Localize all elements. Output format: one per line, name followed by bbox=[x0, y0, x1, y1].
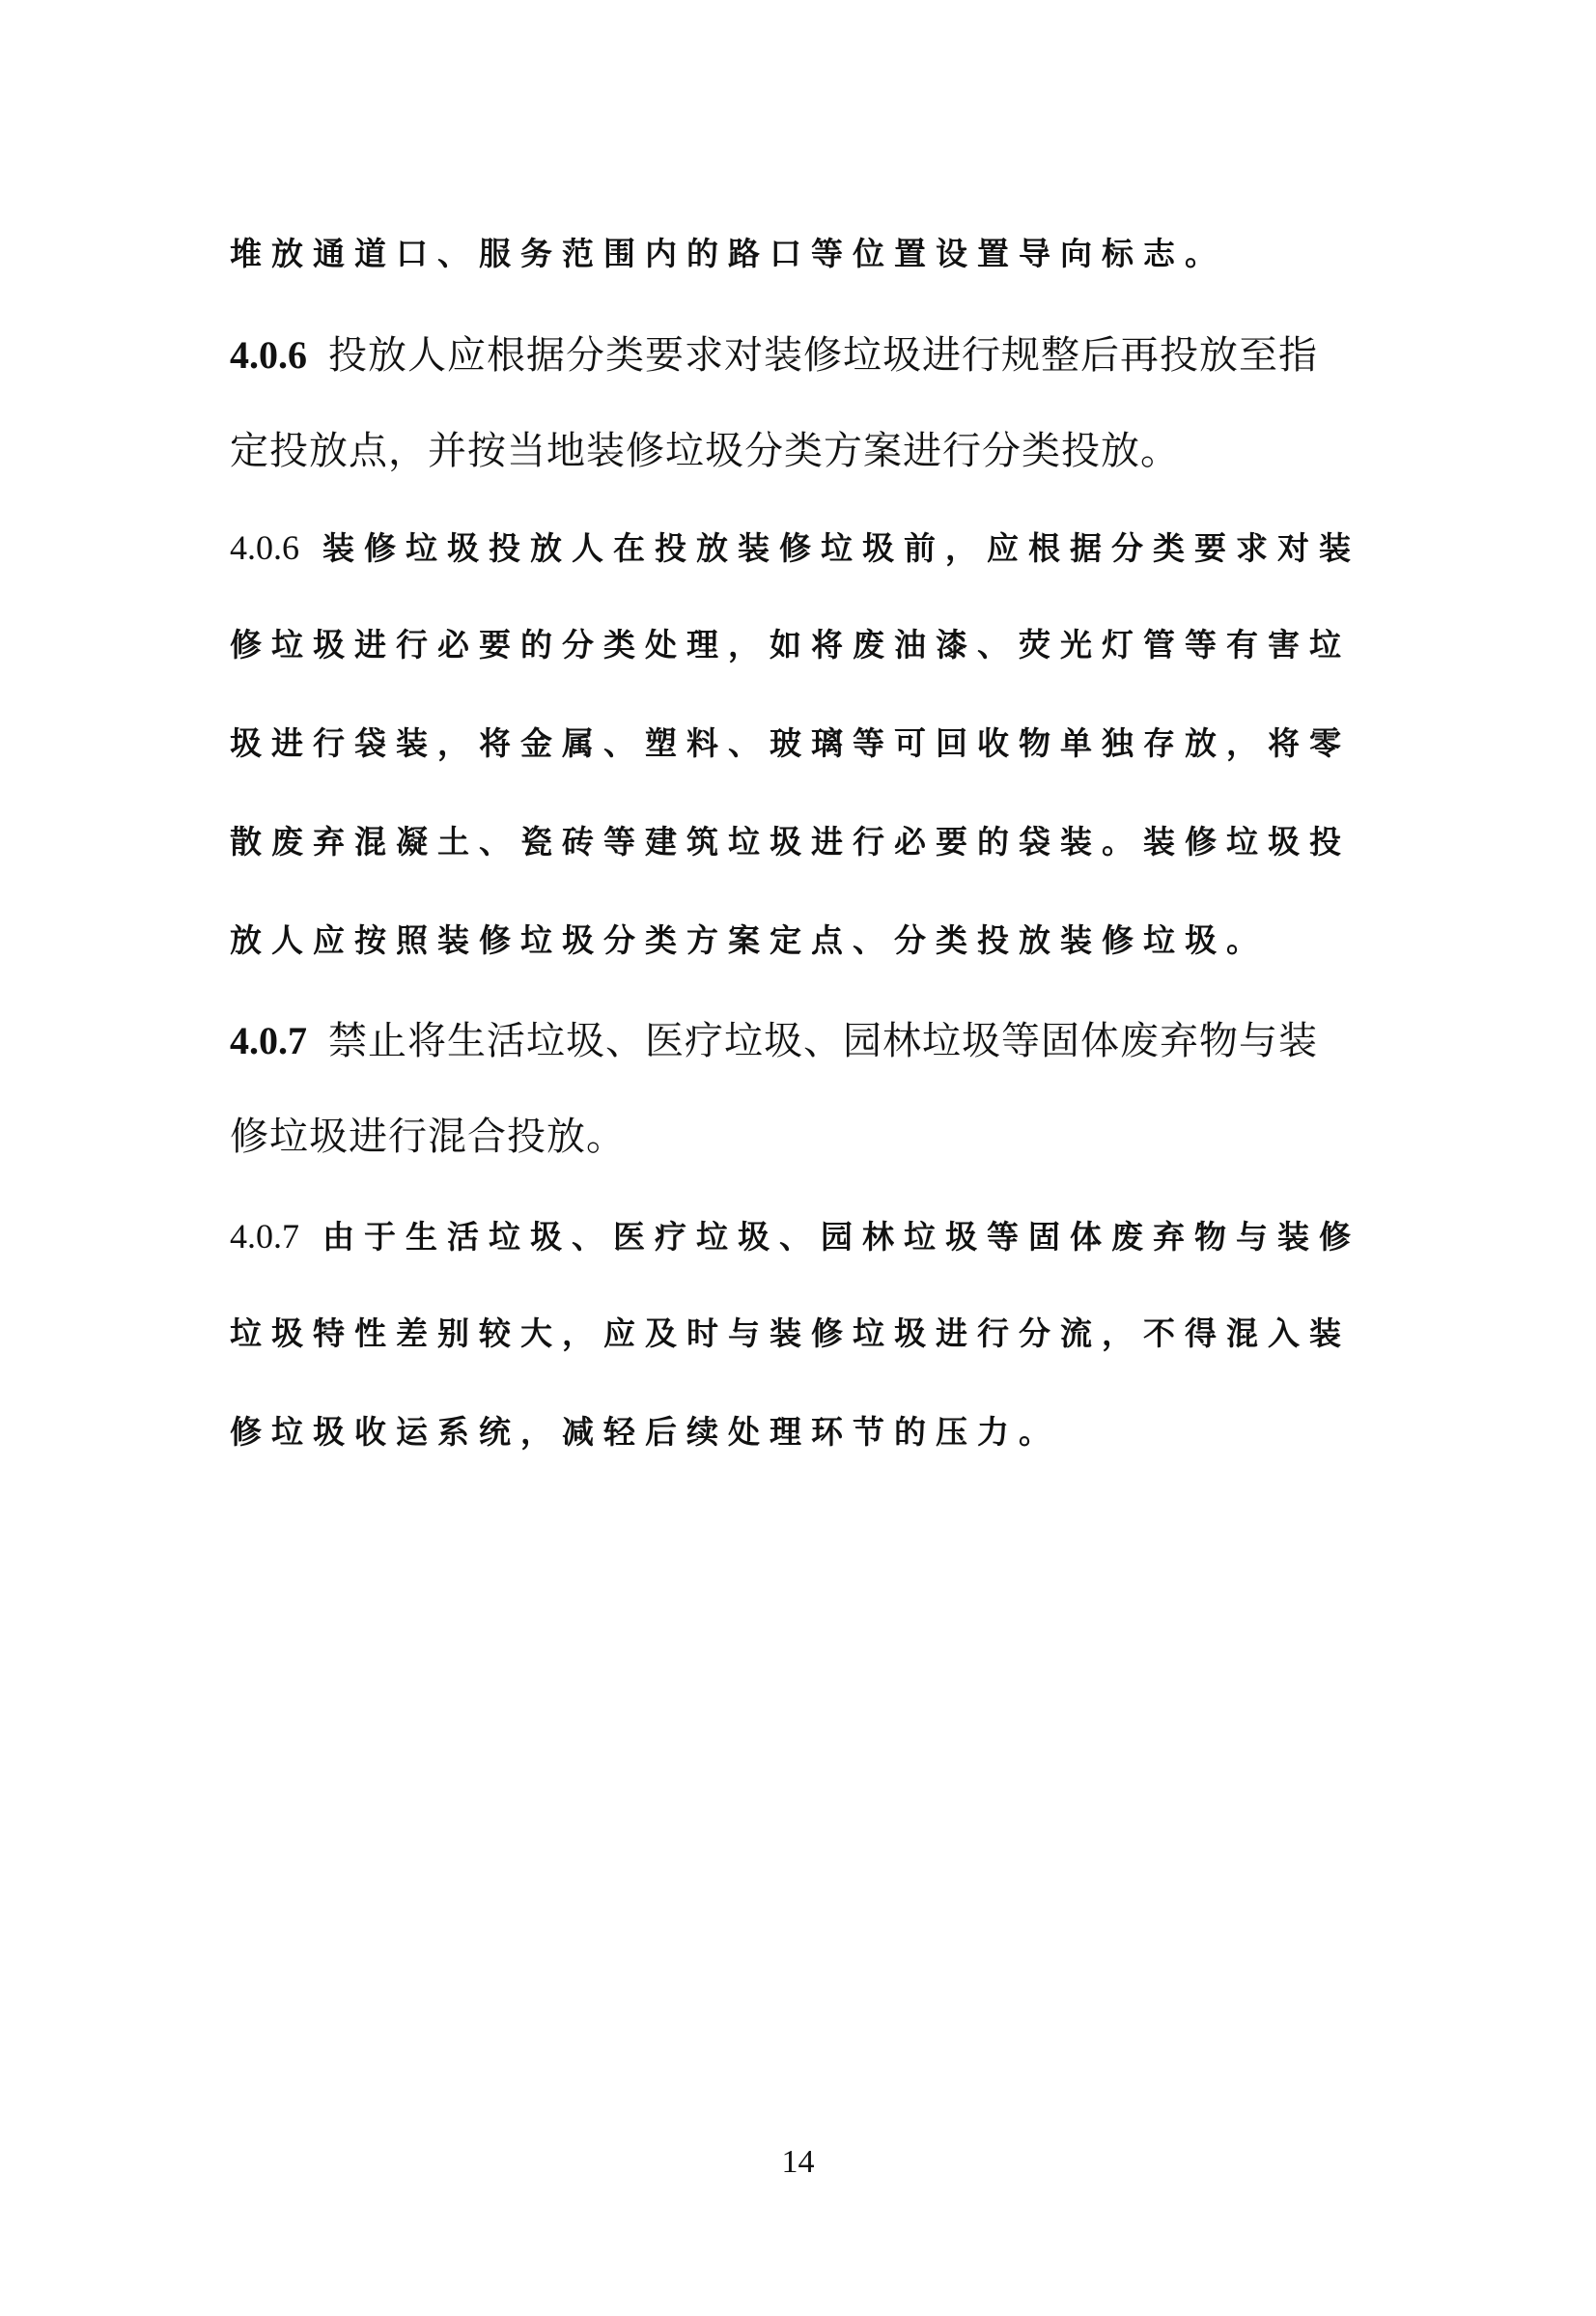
commentary-4-0-6-line-1 bbox=[230, 530, 1388, 565]
commentary-4-0-6-line-5: 放人应按照装修垃圾分类方案定点、分类投放装修垃圾。 bbox=[230, 921, 1268, 959]
commentary-4-0-7-line-2: 垃圾特性差别较大，应及时与装修垃圾进行分流，不得混入装 bbox=[230, 1314, 1351, 1352]
page-number: 14 bbox=[781, 2144, 815, 2180]
commentary-text: 由于生活垃圾、医疗垃圾、园林垃圾等固体废弃物与装修 bbox=[322, 1218, 1360, 1256]
commentary-number: 4.0.6 bbox=[230, 528, 299, 567]
commentary-4-0-6-line-3: 圾进行袋装，将金属、塑料、玻璃等可回收物单独存放，将零 bbox=[230, 724, 1351, 762]
commentary-4-0-7-line-3: 修垃圾收运系统，减轻后续处理环节的压力。 bbox=[230, 1413, 1060, 1451]
continuation-line: 堆放通道口、服务范围内的路口等位置设置导向标志。 bbox=[230, 235, 1226, 272]
clause-4-0-6-line-2: 定投放点，并按当地装修垃圾分类方案进行分类投放。 bbox=[230, 429, 1180, 473]
commentary-number: 4.0.7 bbox=[230, 1217, 299, 1256]
clause-4-0-7-line-2: 修垃圾进行混合投放。 bbox=[230, 1115, 626, 1159]
clause-4-0-6-line-1 bbox=[230, 333, 1388, 378]
clause-text: 禁止将生活垃圾、医疗垃圾、园林垃圾等固体废弃物与装 bbox=[328, 1019, 1318, 1063]
clause-4-0-7-line-1 bbox=[230, 1019, 1388, 1063]
commentary-4-0-7-line-1 bbox=[230, 1219, 1388, 1254]
clause-number: 4.0.7 bbox=[230, 1019, 307, 1062]
commentary-text: 装修垃圾投放人在投放装修垃圾前，应根据分类要求对装 bbox=[322, 529, 1360, 567]
commentary-4-0-6-line-2: 修垃圾进行必要的分类处理，如将废油漆、荧光灯管等有害垃 bbox=[230, 626, 1351, 664]
clause-number: 4.0.6 bbox=[230, 333, 307, 377]
commentary-4-0-6-line-4: 散废弃混凝土、瓷砖等建筑垃圾进行必要的袋装。装修垃圾投 bbox=[230, 823, 1351, 861]
clause-text: 投放人应根据分类要求对装修垃圾进行规整后再投放至指 bbox=[328, 333, 1318, 378]
